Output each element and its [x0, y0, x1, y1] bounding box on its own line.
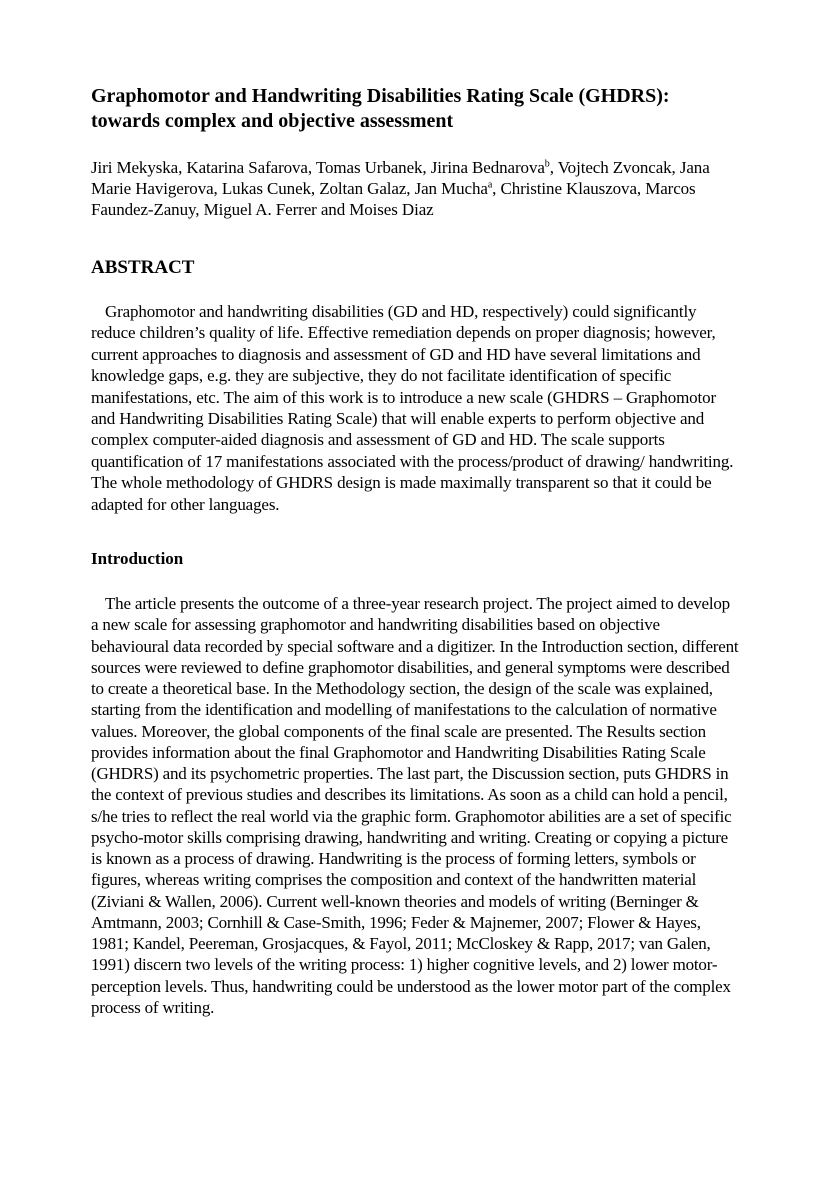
- authors-part-2: , Vojtech Zvoncak, Jana Marie Havigerova, Lukas Cunek, Zoltan Galaz, Jan Mucha: [91, 158, 710, 198]
- abstract-content: Graphomotor and handwriting disabilities (GD and HD, respectively) could significantly reduce children’s quality of life. Effective remediation depends on proper diagnosis; however, current approaches to diagnosis and assessment of GD and HD have several limitations and knowledge gaps, e.g. they are subjective, they do not facilitate identification of specific manifestations, etc. The aim of this work is to introduce a new scale (GHDRS – Graphomotor and Handwriting Disabilities Rating Scale) that will enable experts to perform objective and complex computer-aided diagnosis and assessment of GD and HD. The scale supports quantification of 17 manifestations associated with the process/product of drawing/ handwriting. The whole methodology of GHDRS design is made maximally transparent so that it could be adapted for other languages.: [91, 302, 734, 514]
- affiliation-mark-a: a: [487, 179, 493, 191]
- paper-title: [91, 84, 739, 134]
- abstract-heading: ABSTRACT: [91, 257, 195, 278]
- introduction-heading: Introduction: [91, 549, 184, 568]
- authors-part-1: Jiri Mekyska, Katarina Safarova, Tomas Urbanek, Jirina Bednarova: [91, 158, 545, 177]
- title-line-2: towards complex and objective assessment: [91, 110, 454, 132]
- introduction-content: The article presents the outcome of a three-year research project. The project aimed to develop a new scale for assessing graphomotor and handwriting disabilities based on objective behavioural data recorded by special software and a digitizer. In the Introduction section, different sources were reviewed to define graphomotor disabilities, and general symptoms were described to create a theoretical base. In the Methodology section, the design of the scale was explained, starting from the identification and modelling of manifestations to the calculation of normative values. Moreover, the global components of the final scale are presented. The Results section provides information about the final Graphomotor and Handwriting Disabilities Rating Scale (GHDRS) and its psychometric properties. The last part, the Discussion section, puts GHDRS in the context of previous studies and describes its limitations. As soon as a child can hold a pencil, s/he tries to reflect the real world via the graphic form. Graphomotor abilities are a set of specific psycho-motor skills comprising drawing, handwriting and writing. Creating or copying a picture is known as a process of drawing. Handwriting is the process of forming letters, symbols or figures, whereas writing comprises the composition and context of the handwritten material (Ziviani & Wallen, 2006). Current well-known theories and models of writing (Berninger & Amtmann, 2003; Cornhill & Case-Smith, 1996; Feder & Majnemer, 2007; Flower & Hayes, 1981; Kandel, Peereman, Grosjacques, & Fayol, 2011; McCloskey & Rapp, 2017; van Galen, 1991) discern two levels of the writing process: 1) higher cognitive levels, and 2) lower motor-perception levels. Thus, handwriting could be understood as the lower motor part of the complex process of writing.: [91, 594, 739, 1017]
- abstract-text: [91, 301, 739, 515]
- affiliation-mark-b: b: [544, 158, 550, 170]
- title-line-1: Graphomotor and Handwriting Disabilities Rating Scale (GHDRS):: [91, 85, 670, 107]
- authors-part-3: , Christine Klauszova, Marcos Faundez-Zanuy, Miguel A. Ferrer and Moises Diaz: [91, 179, 696, 219]
- author-list: [91, 157, 739, 220]
- introduction-text: [91, 593, 739, 1018]
